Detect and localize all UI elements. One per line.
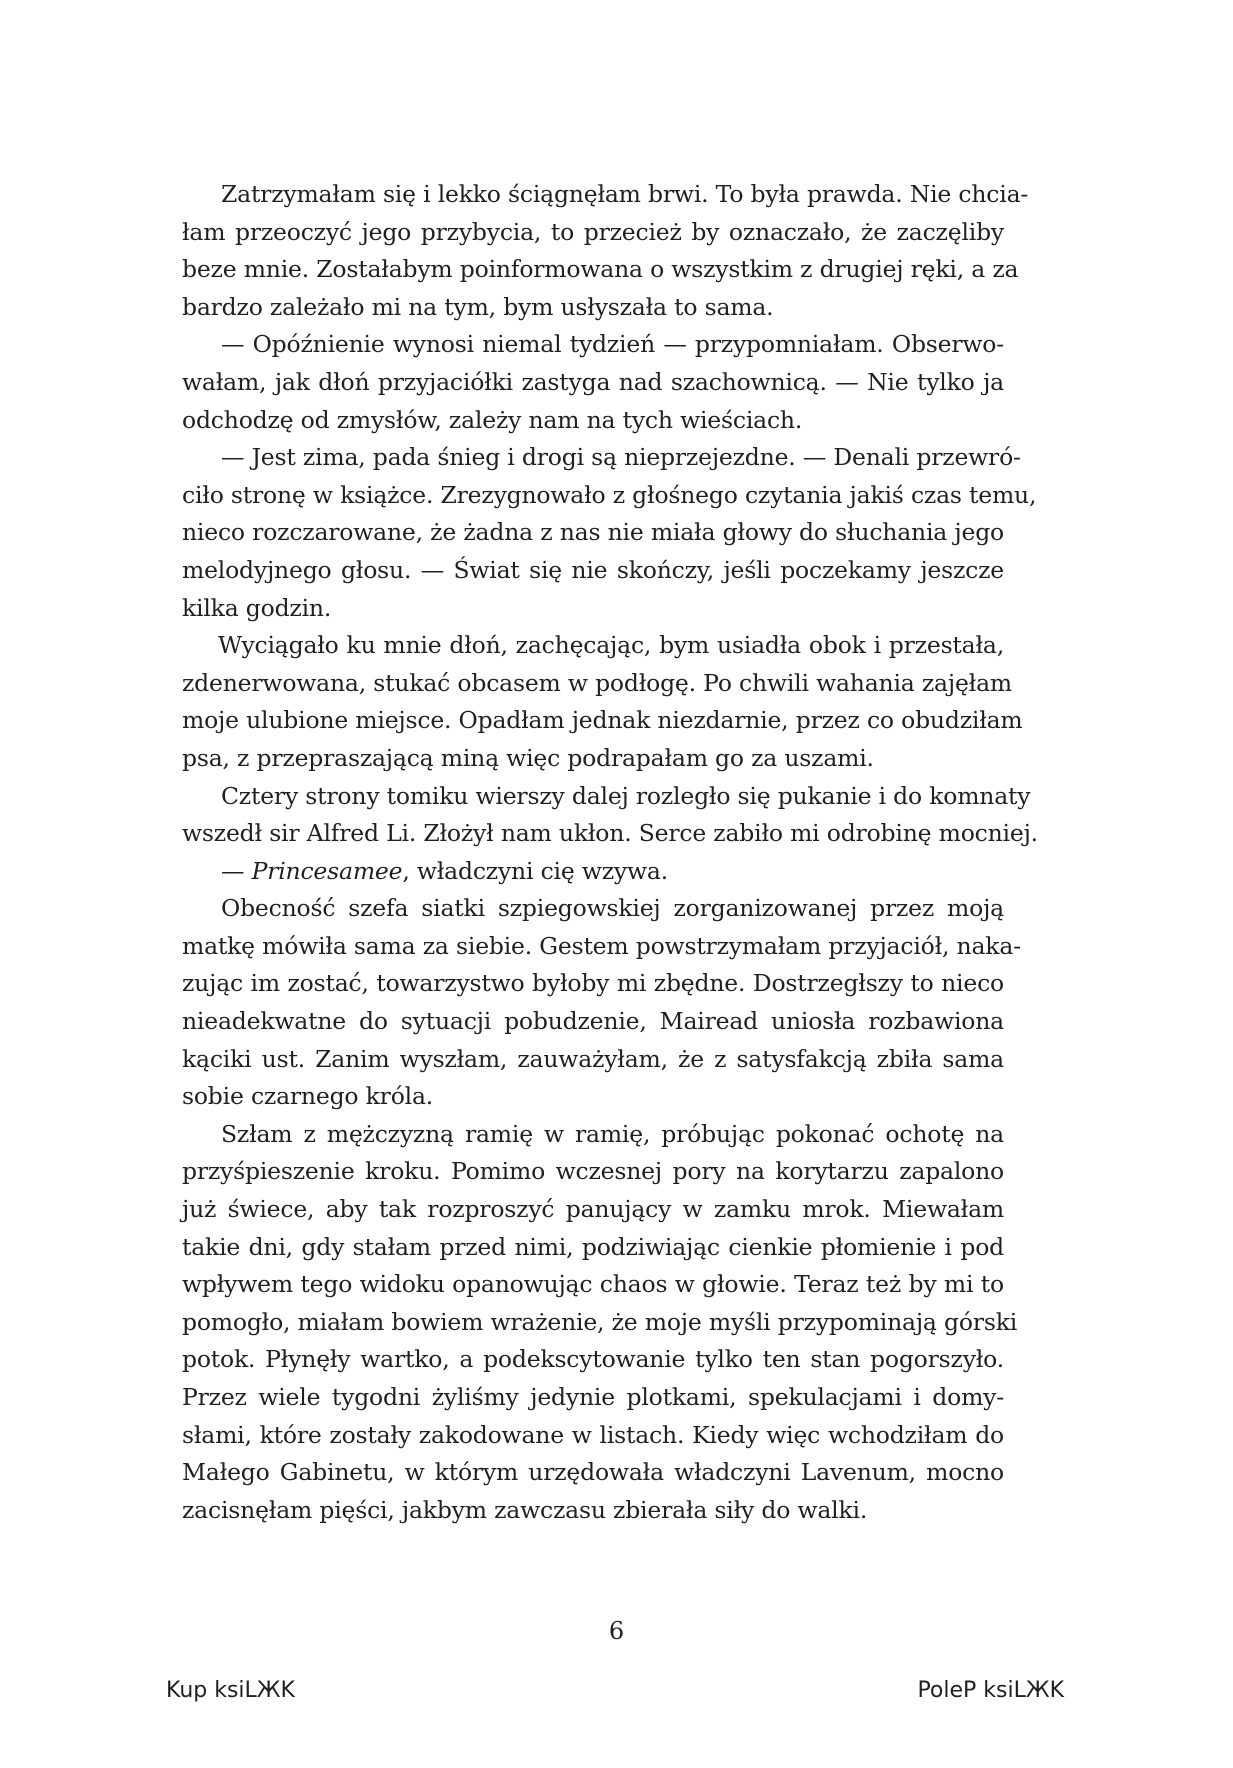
buy-book-link[interactable]: Kup ksiLЖK xyxy=(166,1678,295,1703)
text-line: łam przeoczyć jego przybycia, to przecież by oznaczało, że zaczęliby xyxy=(182,217,1004,246)
text-line: beze mnie. Zostałabym poinformowana o wszystkim z drugiej ręki, a za xyxy=(182,255,1019,284)
text-line: już świece, aby tak rozproszyć panujący w zamku mrok. Miewałam xyxy=(182,1195,1004,1224)
text-line: takie dni, gdy stałam przed nimi, podziwiając cienkie płomienie i pod xyxy=(182,1232,1004,1261)
text-line: kąciki ust. Zanim wyszłam, zauważyłam, że z satysfakcją zbiła sama xyxy=(182,1044,1004,1073)
text-line: zdenerwowana, stukać obcasem w podłogę. Po chwili wahania zajęłam xyxy=(182,668,1012,697)
text-line: — Jest zima, pada śnieg i drogi są nieprzejezdne. — Denali przewró- xyxy=(221,443,1021,472)
text-line: Szłam z mężczyzną ramię w ramię, próbując pokonać ochotę na xyxy=(221,1119,1004,1148)
text-line: wpływem tego widoku opanowując chaos w głowie. Teraz też by mi to xyxy=(182,1270,1004,1299)
text-line: słami, które zostały zakodowane w listach. Kiedy więc wchodziłam do xyxy=(182,1420,1004,1449)
text-line: nieadekwatne do sytuacji pobudzenie, Mairead uniosła rozbawiona xyxy=(182,1007,1004,1036)
text-line: zując im zostać, towarzystwo byłoby mi zbędne. Dostrzegłszy to nieco xyxy=(182,969,1004,998)
text-line: Wyciągało ku mnie dłoń, zachęcając, bym usiadła obok i przestała, xyxy=(218,631,1004,660)
recommend-book-link[interactable]: PoleP ksiLЖK xyxy=(917,1678,1064,1703)
text-line: Małego Gabinetu, w którym urzędowała władczyni Lavenum, mocno xyxy=(182,1458,1004,1487)
text-line: potok. Płynęły wartko, a podekscytowanie tylko ten stan pogorszyło. xyxy=(182,1345,1004,1374)
text-line: ciło stronę w książce. Zrezygnowało z głośnego czytania jakiś czas temu, xyxy=(182,480,1037,509)
text-line: — Opóźnienie wynosi niemal tydzień — przypomniałam. Obserwo- xyxy=(221,330,1004,359)
text-line: Cztery strony tomiku wierszy dalej rozległo się pukanie i do komnaty xyxy=(221,781,1031,810)
text-line: bardzo zależało mi na tym, bym usłyszała to sama. xyxy=(182,292,774,321)
dash: — xyxy=(221,856,252,885)
text-line: Zatrzymałam się i lekko ściągnęłam brwi. To była prawda. Nie chcia- xyxy=(221,180,1029,208)
text-line: Przez wiele tygodni żyliśmy jedynie plotkami, spekulacjami i domy- xyxy=(182,1383,1004,1411)
text-line: melodyjnego głosu. — Świat się nie skończy, jeśli poczekamy jeszcze xyxy=(182,555,1004,584)
page-number: 6 xyxy=(608,1617,625,1645)
text-line: sobie czarnego króla. xyxy=(182,1082,434,1111)
text-line: psa, z przepraszającą miną więc podrapałam go za uszami. xyxy=(182,743,874,772)
body-text xyxy=(182,176,1038,1529)
text-line: zacisnęłam pięści, jakbym zawczasu zbierała siły do walki. xyxy=(182,1495,868,1524)
text-line: pomogło, miałam bowiem wrażenie, że moje myśli przypominają górski xyxy=(182,1307,1018,1336)
text-line: Obecność szefa siatki szpiegowskiej zorganizowanej przez moją xyxy=(221,894,1004,923)
text-line: wszedł sir Alfred Li. Złożył nam ukłon. Serce zabiło mi odrobinę mocniej. xyxy=(182,819,1038,848)
text-line: matkę mówiła sama za siebie. Gestem powstrzymałam przyjaciół, naka- xyxy=(182,931,1021,960)
text-line: odchodzę od zmysłów, zależy nam na tych wieściach. xyxy=(182,405,803,434)
text-line: wałam, jak dłoń przyjaciółki zastyga nad szachownicą. — Nie tylko ja xyxy=(182,367,1004,396)
text-line: kilka godzin. xyxy=(182,593,332,622)
text-line: nieco rozczarowane, że żadna z nas nie miała głowy do słuchania jego xyxy=(182,518,1004,547)
line-rest: , władczyni cię wzywa. xyxy=(402,856,669,885)
text-line: moje ulubione miejsce. Opadłam jednak niezdarnie, przez co obudziłam xyxy=(182,706,1023,735)
text-line xyxy=(182,853,1004,891)
text-line: przyśpieszenie kroku. Pomimo wczesnej pory na korytarzu zapalono xyxy=(182,1157,1004,1186)
italic-word: Princesamee xyxy=(251,856,403,885)
